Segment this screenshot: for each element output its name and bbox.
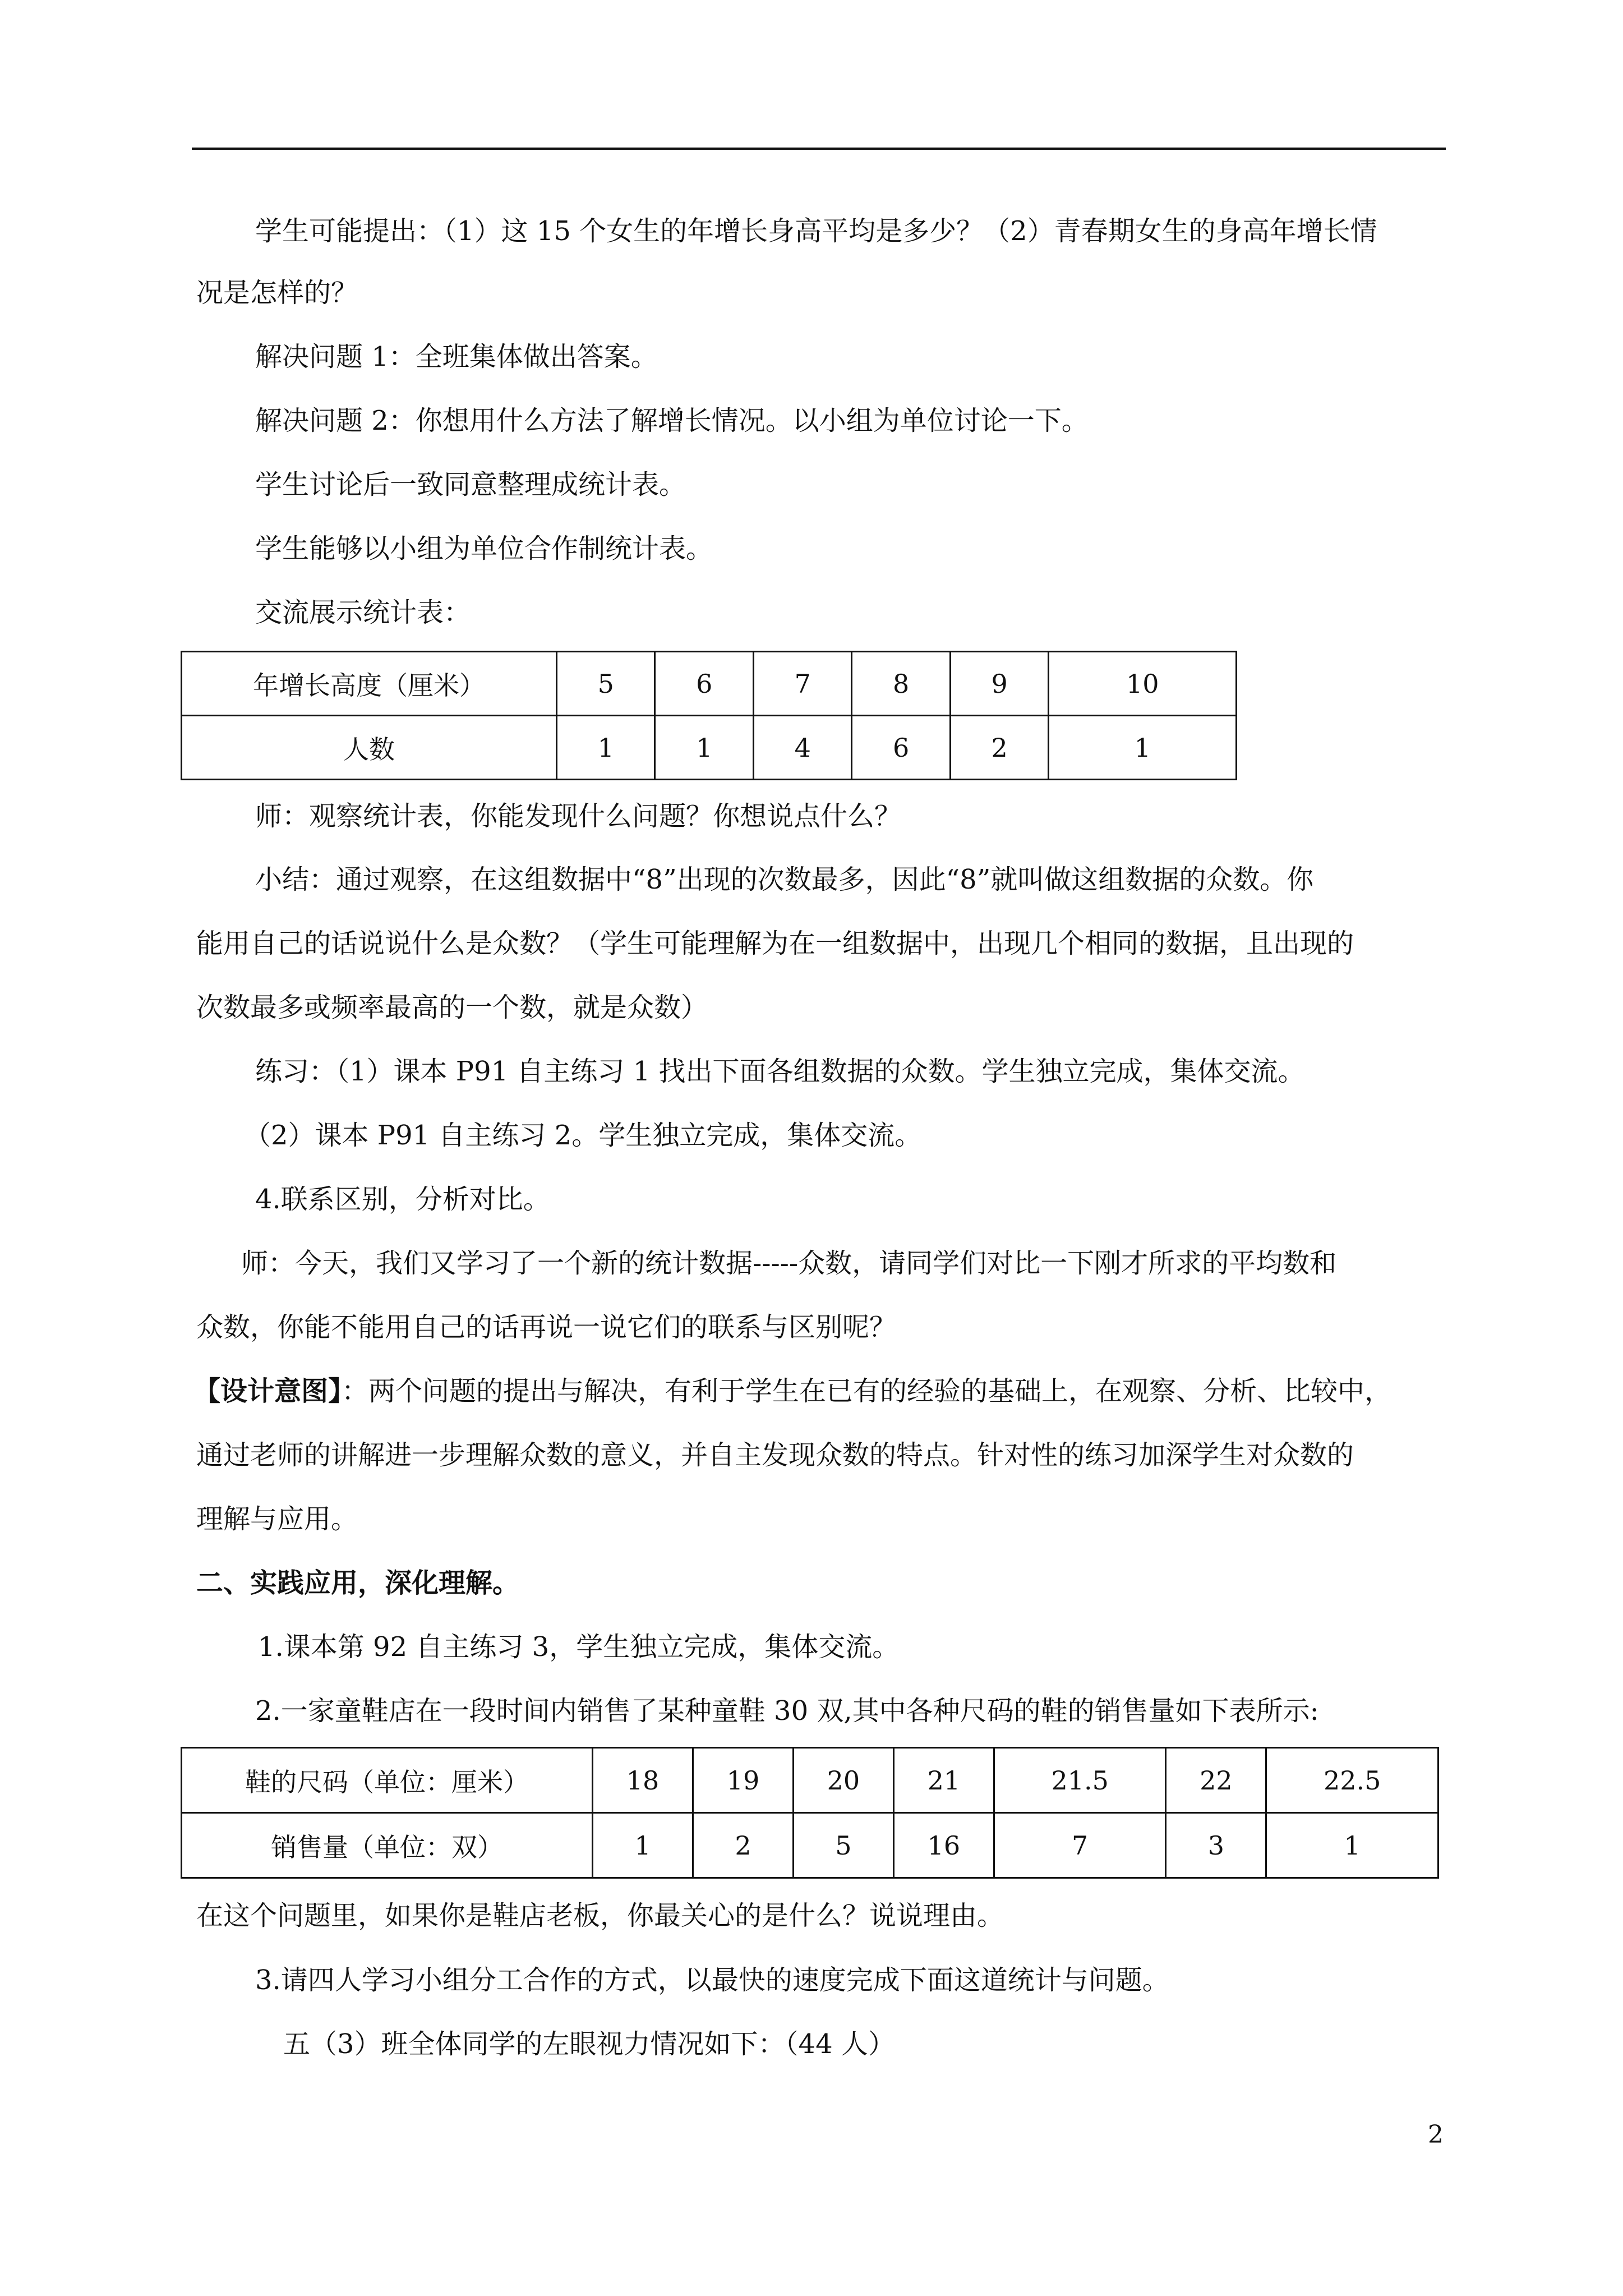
table-cell: 6 [655,652,753,716]
table-cell: 5 [557,652,655,716]
table-cell: 1 [655,716,753,780]
paragraph-line: 学生能够以小组为单位合作制统计表。 [255,533,713,564]
table-cell: 1 [1049,716,1237,780]
design-intent-line [193,1374,1391,1408]
paragraph-line: 4.联系区别，分析对比。 [255,1184,550,1215]
paragraph-line: 学生可能提出：（1）这 15 个女生的年增长身高平均是多少？（2）青春期女生的身高年增长情 [255,215,1377,247]
paragraph-line: 师：观察统计表，你能发现什么问题？你想说点什么？ [255,800,902,832]
table-cell: 9 [950,652,1048,716]
paragraph-line: 理解与应用。 [196,1503,358,1535]
table-cell: 22.5 [1266,1748,1438,1813]
table-cell: 1 [557,716,655,780]
paragraph-line: 五（3）班全体同学的左眼视力情况如下：（44 人） [283,2028,895,2060]
paragraph-line: 次数最多或频率最高的一个数，就是众数） [196,992,708,1023]
table-cell: 21.5 [994,1748,1166,1813]
table-cell: 1 [593,1813,693,1878]
table-row [182,652,1237,716]
paragraph-line: 在这个问题里，如果你是鞋店老板，你最关心的是什么？说说理由。 [196,1900,1004,1931]
table-header-cell: 销售量（单位：双） [182,1813,593,1878]
table-cell: 7 [994,1813,1166,1878]
paragraph-line: 众数，你能不能用自己的话再说一说它们的联系与区别呢？ [196,1312,897,1343]
paragraph-line: 3.请四人学习小组分工合作的方式，以最快的速度完成下面这道统计与问题。 [255,1964,1169,1996]
paragraph-line: 况是怎样的？ [196,277,358,309]
paragraph-line: 师：今天，我们又学习了一个新的统计数据-----众数，请同学们对比一下刚才所求的平均数和 [241,1248,1337,1279]
table-header-cell: 人数 [182,716,557,780]
table-cell: 7 [753,652,851,716]
table-row [182,1813,1438,1878]
section-heading: 二、实践应用，深化理解。 [196,1567,520,1599]
table-cell: 20 [793,1748,893,1813]
paragraph-line: （2）课本 P91 自主练习 2。学生独立完成，集体交流。 [244,1120,922,1151]
design-intent-label: 【设计意图】 [193,1375,342,1407]
paragraph-line: 通过老师的讲解进一步理解众数的意义，并自主发现众数的特点。针对性的练习加深学生对众数的 [196,1439,1354,1471]
table-row [182,716,1237,780]
page-number: 2 [1428,2120,1444,2149]
paragraph-line: 解决问题 1：全班集体做出答案。 [255,341,658,372]
table-cell: 1 [1266,1813,1438,1878]
paragraph-text: ：两个问题的提出与解决，有利于学生在已有的经验的基础上，在观察、分析、比较中， [342,1375,1392,1407]
paragraph-line: 解决问题 2：你想用什么方法了解增长情况。以小组为单位讨论一下。 [255,405,1089,436]
table-cell: 10 [1049,652,1237,716]
paragraph-line: 练习：（1）课本 P91 自主练习 1 找出下面各组数据的众数。学生独立完成，集体交流。 [255,1056,1305,1087]
paragraph-line: 能用自己的话说说什么是众数？（学生可能理解为在一组数据中，出现几个相同的数据，且出现的 [196,928,1354,959]
header-rule [192,148,1446,150]
table-cell: 5 [793,1813,893,1878]
table-cell: 16 [893,1813,994,1878]
table-cell: 2 [693,1813,793,1878]
table-row [182,1748,1438,1813]
table-cell: 18 [593,1748,693,1813]
table-header-cell: 鞋的尺码（单位：厘米） [182,1748,593,1813]
table-cell: 22 [1166,1748,1266,1813]
paragraph-line: 小结：通过观察，在这组数据中“8”出现的次数最多，因此“8”就叫做这组数据的众数。你 [255,864,1314,895]
paragraph-line: 1.课本第 92 自主练习 3，学生独立完成，集体交流。 [258,1631,900,1663]
paragraph-line: 2.一家童鞋店在一段时间内销售了某种童鞋 30 双,其中各种尺码的鞋的销售量如下表所示: [255,1695,1319,1727]
table-cell: 4 [753,716,851,780]
table-cell: 6 [852,716,950,780]
table-cell: 2 [950,716,1048,780]
growth-height-table [181,651,1237,780]
table-cell: 19 [693,1748,793,1813]
table-cell: 8 [852,652,950,716]
table-cell: 3 [1166,1813,1266,1878]
paragraph-line: 学生讨论后一致同意整理成统计表。 [255,469,686,500]
table-header-cell: 年增长高度（厘米） [182,652,557,716]
paragraph-line: 交流展示统计表： [255,597,471,628]
shoe-sales-table [181,1747,1439,1879]
table-cell: 21 [893,1748,994,1813]
